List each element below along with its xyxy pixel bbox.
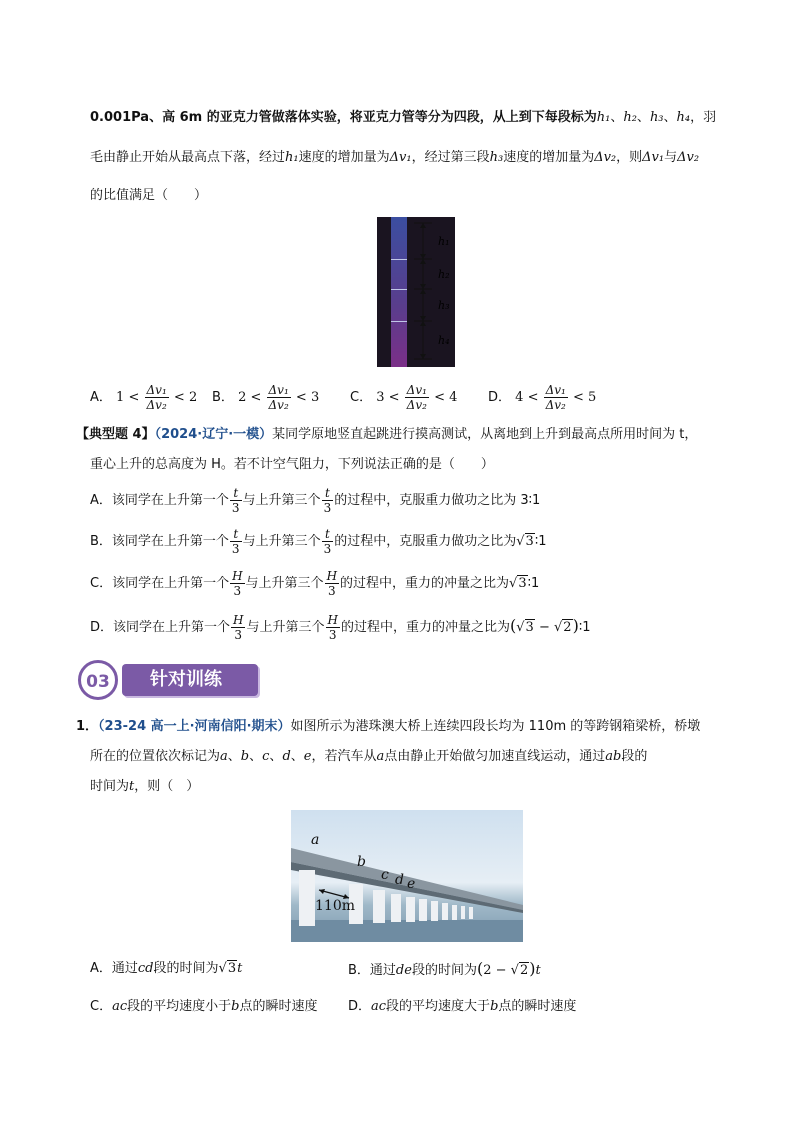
sqrt-3: √3 bbox=[516, 620, 534, 635]
label-h1: h₁ bbox=[438, 235, 450, 248]
label-b: b bbox=[357, 854, 366, 870]
q1-text-2: 所在的位置依次标记为 bbox=[90, 749, 221, 764]
sep: 、 bbox=[610, 110, 624, 125]
q1-line-2 bbox=[90, 747, 647, 767]
frac-den: 3 bbox=[231, 501, 240, 515]
intro-text-2c: ，经过第三段 bbox=[411, 150, 490, 165]
prev-option-b: B． 2 < $\frac{\text{Δv₁}}{\text{Δv₂}}$ < 3 bbox=[212, 383, 320, 412]
sep: 、 bbox=[663, 110, 677, 125]
intro-line-2 bbox=[90, 148, 699, 168]
opt-text: C．该同学在上升第一个 bbox=[90, 576, 230, 591]
pt-a: a bbox=[376, 749, 385, 764]
radicand: 3 bbox=[525, 534, 534, 549]
frac-num: H bbox=[326, 569, 338, 583]
seg-ac: ac bbox=[112, 999, 128, 1014]
bound-hi: 4 bbox=[449, 390, 458, 405]
bound-hi: 2 bbox=[188, 390, 198, 405]
opt-text: 段的时间为 bbox=[411, 963, 477, 978]
typical-text-1: 某同学原地竖直起跳进行摸高测试，从离地到上升到最高点所用时间为 t， bbox=[272, 427, 698, 442]
option-letter: C． bbox=[350, 390, 373, 405]
prev-option-c: C． 3 < $\frac{\text{Δv₁}}{\text{Δv₂}}$ < 4 bbox=[350, 383, 458, 412]
frac-num: t bbox=[233, 527, 239, 541]
opt-text: 与上升第三个 bbox=[246, 620, 325, 635]
intro-line-3: 的比值满足（ ） bbox=[90, 188, 208, 203]
bound-hi: 5 bbox=[588, 390, 597, 405]
q1-option-b bbox=[348, 958, 541, 982]
pt-b: b bbox=[231, 999, 240, 1014]
frac-num: H bbox=[327, 613, 338, 627]
bound-lo: 3 bbox=[376, 390, 385, 405]
section-number: 03 bbox=[78, 660, 118, 700]
tube-dimension-lines bbox=[412, 217, 464, 367]
sqrt-2: √2 bbox=[553, 620, 572, 635]
radicand: 2 bbox=[563, 620, 572, 635]
sym-dv2: Δv₂ bbox=[146, 398, 167, 412]
paren-open: ( bbox=[476, 959, 484, 978]
opt-text: 段的平均速度大于 bbox=[386, 999, 491, 1014]
tube-mark bbox=[391, 259, 407, 260]
opt-text: 的过程中，克服重力做功之比为 bbox=[334, 534, 517, 549]
var-t: t bbox=[237, 961, 243, 976]
opt-text: 点的瞬时速度 bbox=[239, 999, 318, 1014]
sym-dv2: Δv₂ bbox=[406, 398, 427, 412]
paren-open: ( bbox=[509, 616, 517, 635]
sqrt-2: √2 bbox=[510, 963, 529, 978]
label-d: d bbox=[395, 872, 404, 888]
option-letter: D． bbox=[488, 390, 512, 405]
typical4-option-c bbox=[90, 567, 539, 601]
intro-line-1 bbox=[90, 108, 716, 128]
frac-den: 3 bbox=[323, 501, 332, 515]
intro-text-2b: 速度的增加量为 bbox=[298, 150, 390, 165]
frac-den: 3 bbox=[328, 628, 337, 642]
pt-d: d bbox=[282, 749, 291, 764]
typical-tag: 【典型题 4】 bbox=[76, 427, 155, 442]
sym-dv1: Δv₁ bbox=[268, 383, 289, 397]
opt-text: 的过程中，重力的冲量之比为 bbox=[340, 620, 510, 635]
sym-dv1: Δv₁ bbox=[406, 383, 427, 397]
prev-option-d: D． 4 < $\frac{\text{Δv₁}}{\text{Δv₂}}$ < 5 bbox=[488, 383, 597, 412]
radicand: 2 bbox=[519, 963, 529, 978]
frac-num: t bbox=[233, 486, 239, 500]
typical4-option-b bbox=[90, 525, 546, 559]
sym-h4: h₄ bbox=[676, 110, 691, 125]
pt-e: e bbox=[303, 749, 312, 764]
frac-den: 3 bbox=[327, 584, 336, 598]
paren-close: ) bbox=[572, 616, 579, 635]
sym-dv1: Δv₁ bbox=[642, 150, 665, 165]
sqrt-3: √3 bbox=[516, 534, 534, 549]
frac-den: 3 bbox=[323, 542, 332, 556]
intro-text-2e: ，则 bbox=[616, 150, 643, 165]
tube-body bbox=[391, 217, 407, 367]
sqrt-3: √3 bbox=[509, 576, 527, 591]
pt-c: c bbox=[262, 749, 270, 764]
label-c: c bbox=[381, 867, 389, 883]
frac-den: 3 bbox=[234, 628, 243, 642]
seg-ac: ac bbox=[371, 999, 387, 1014]
frac-den: 3 bbox=[231, 542, 240, 556]
sym-dv2: Δv₂ bbox=[268, 398, 289, 412]
opt-text: 段的时间为 bbox=[153, 961, 219, 976]
opt-text: 的过程中，重力的冲量之比为 bbox=[340, 576, 510, 591]
bridge-photo bbox=[291, 810, 523, 942]
intro-text-1-tail: ，羽 bbox=[690, 110, 717, 125]
bridge-drawing bbox=[291, 810, 523, 942]
opt-text: B．通过 bbox=[348, 963, 396, 978]
opt-text: 与上升第三个 bbox=[245, 576, 324, 591]
q1-source: （23-24 高一上·河南信阳·期末） bbox=[98, 719, 291, 734]
sym-h3: h₃ bbox=[649, 110, 664, 125]
label-a: a bbox=[311, 832, 320, 848]
bound-lo: 2 bbox=[238, 390, 247, 405]
sym-dv1: Δv₁ bbox=[545, 383, 566, 397]
intro-text-1: 0.001Pa、高 6m 的亚克力管做落体实验，将亚克力管等分为四段，从上到下每段标为 bbox=[90, 110, 597, 125]
pt-a: a bbox=[220, 749, 228, 764]
sqrt-3: √3 bbox=[218, 961, 237, 976]
opt-text: B．该同学在上升第一个 bbox=[90, 534, 229, 549]
paren-close: ) bbox=[529, 959, 536, 978]
ratio-tail: ∶1 bbox=[527, 576, 540, 591]
sym-dv2: Δv₂ bbox=[594, 150, 617, 165]
radicand: 3 bbox=[518, 576, 527, 591]
intro-text-2d: 速度的增加量为 bbox=[503, 150, 595, 165]
opt-text: 与上升第三个 bbox=[242, 493, 321, 508]
radicand: 3 bbox=[227, 961, 237, 976]
seg-de: de bbox=[395, 963, 412, 978]
opt-text: 与上升第三个 bbox=[242, 534, 321, 549]
ratio-tail: ∶1 bbox=[578, 620, 591, 635]
bound-hi: 3 bbox=[310, 390, 320, 405]
sep: 、 bbox=[636, 110, 650, 125]
q1-text-2b: ，若汽车从 bbox=[311, 749, 377, 764]
seg-ab: ab bbox=[605, 749, 622, 764]
tube-mark bbox=[391, 321, 407, 322]
frac-num: H bbox=[232, 569, 243, 583]
q1-text-3: 时间为 bbox=[90, 779, 130, 794]
label-e: e bbox=[407, 876, 416, 892]
sym-h2: h₂ bbox=[623, 110, 637, 125]
var-t: t bbox=[129, 779, 135, 794]
opt-text: 的过程中，克服重力做功之比为 3∶1 bbox=[334, 493, 541, 508]
sep: 、 bbox=[227, 749, 241, 764]
label-h2: h₂ bbox=[438, 268, 450, 281]
q1-text-2c: 点由静止开始做匀加速直线运动，通过 bbox=[384, 749, 606, 764]
opt-text: A．该同学在上升第一个 bbox=[90, 493, 229, 508]
sym-dv2: Δv₂ bbox=[677, 150, 700, 165]
radicand: 3 bbox=[525, 620, 534, 635]
typical4-option-a bbox=[90, 484, 540, 518]
frac-num: t bbox=[324, 527, 330, 541]
sym-dv1: Δv₁ bbox=[389, 150, 412, 165]
label-distance: 110m bbox=[315, 898, 355, 914]
q1-option-a bbox=[90, 958, 242, 980]
opt-text: 段的平均速度小于 bbox=[127, 999, 232, 1014]
intro-text-2f: 与 bbox=[664, 150, 678, 165]
sym-dv2: Δv₂ bbox=[545, 398, 566, 412]
q1-text-2d: 段的 bbox=[621, 749, 648, 764]
sep: 、 bbox=[249, 749, 263, 764]
q1-text-3b: ，则（ ） bbox=[134, 779, 200, 794]
sym-h1: h₁ bbox=[285, 150, 299, 165]
sym-dv1: Δv₁ bbox=[146, 383, 167, 397]
intro-text-2: 毛由静止开始从最高点下落，经过 bbox=[90, 150, 286, 165]
opt-text: A．通过 bbox=[90, 961, 138, 976]
ratio-tail: ∶1 bbox=[534, 534, 547, 549]
opt-text: C． bbox=[90, 999, 113, 1014]
section-title: 针对训练 bbox=[122, 664, 258, 696]
seg-cd: cd bbox=[137, 961, 154, 976]
option-letter: B． bbox=[212, 390, 234, 405]
minus-sign: − bbox=[534, 620, 554, 635]
sym-h1: h₁ bbox=[596, 110, 611, 125]
q1-number: 1． bbox=[76, 719, 99, 734]
sym-h3: h₃ bbox=[489, 150, 504, 165]
sep: 、 bbox=[269, 749, 283, 764]
q1-line-1 bbox=[76, 717, 700, 737]
typical4-line-1 bbox=[76, 425, 697, 445]
sep: 、 bbox=[290, 749, 304, 764]
pt-b: b bbox=[240, 749, 250, 764]
bound-lo: 1 bbox=[116, 390, 125, 405]
section-header bbox=[78, 658, 260, 702]
bound-lo: 4 bbox=[515, 390, 524, 405]
q1-line-3 bbox=[90, 777, 199, 797]
q1-option-c bbox=[90, 996, 317, 1018]
typical4-line-2: 重心上升的总高度为 H。若不计空气阻力，下列说法正确的是（ ） bbox=[90, 457, 494, 472]
var-t: t bbox=[535, 963, 541, 978]
option-letter: A． bbox=[90, 390, 112, 405]
label-h3: h₃ bbox=[438, 299, 450, 312]
frac-num: H bbox=[233, 613, 244, 627]
typical4-option-d bbox=[90, 609, 590, 643]
pt-b: b bbox=[490, 999, 499, 1014]
expr-pre: 2 − bbox=[483, 963, 511, 978]
tube-mark bbox=[391, 289, 407, 290]
prev-option-a: A． 1 < $\frac{\text{Δv₁}}{\text{Δv₂}}$ < 2 bbox=[90, 383, 198, 412]
label-h4: h₄ bbox=[438, 334, 450, 347]
opt-text: D．该同学在上升第一个 bbox=[90, 620, 231, 635]
q1-text-1: 如图所示为港珠澳大桥上连续四段长均为 110m 的等跨钢箱梁桥，桥墩 bbox=[290, 719, 701, 734]
frac-den: 3 bbox=[233, 584, 242, 598]
q1-option-d bbox=[348, 996, 576, 1018]
opt-text: D． bbox=[348, 999, 372, 1014]
typical-source: （2024·辽宁·一模） bbox=[154, 427, 273, 442]
opt-text: 点的瞬时速度 bbox=[498, 999, 577, 1014]
frac-num: t bbox=[324, 486, 330, 500]
